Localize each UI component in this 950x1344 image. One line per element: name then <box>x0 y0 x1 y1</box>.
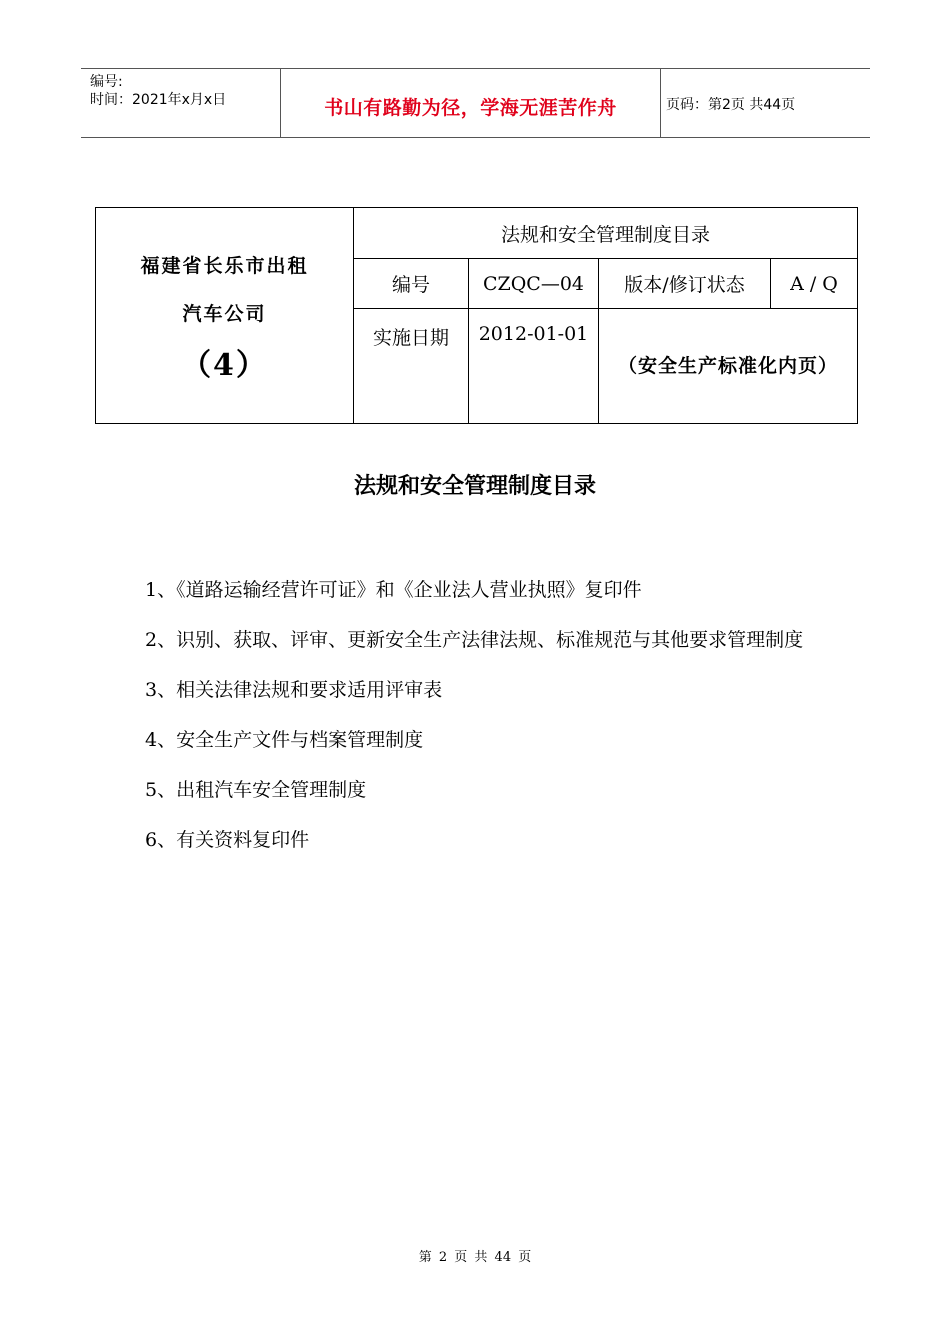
list-item: 3、相关法律法规和要求适用评审表 <box>145 679 443 701</box>
table-doc-title: 法规和安全管理制度目录 <box>354 208 858 259</box>
header-date: 时间：2021年x月x日 <box>90 92 227 108</box>
header-number: 编号: <box>90 74 123 90</box>
document-control-table <box>95 207 858 424</box>
version-value: A / Q <box>771 259 858 309</box>
version-label: 版本/修订状态 <box>599 259 771 309</box>
page-footer: 第 2 页 共 44 页 <box>418 1250 532 1265</box>
list-item: 2、识别、获取、评审、更新安全生产法律法规、标准规范与其他要求管理制度 <box>145 629 804 651</box>
page-header <box>81 68 870 138</box>
code-value: CZQC—04 <box>469 259 599 309</box>
header-motto: 书山有路勤为径，学海无涯苦作舟 <box>281 69 661 137</box>
company-number: （4） <box>181 347 268 383</box>
list-item: 6、有关资料复印件 <box>145 829 310 851</box>
company-name-line2: 汽车公司 <box>182 302 267 325</box>
company-name-cell <box>96 208 354 424</box>
list-item: 5、出租汽车安全管理制度 <box>145 779 367 801</box>
contents-list <box>145 565 825 865</box>
header-info <box>81 69 281 137</box>
date-label: 实施日期 <box>354 309 469 424</box>
list-item: 4、安全生产文件与档案管理制度 <box>145 729 424 751</box>
header-page-number: 页码：第2页 共44页 <box>666 97 796 113</box>
list-item: 1、《道路运输经营许可证》和《企业法人营业执照》复印件 <box>145 579 642 601</box>
document-title: 法规和安全管理制度目录 <box>353 474 596 499</box>
standardization-note: （安全生产标准化内页） <box>599 309 858 424</box>
code-label: 编号 <box>354 259 469 309</box>
date-value: 2012-01-01 <box>469 309 599 424</box>
company-name-line1: 福建省长乐市出租 <box>140 254 309 277</box>
